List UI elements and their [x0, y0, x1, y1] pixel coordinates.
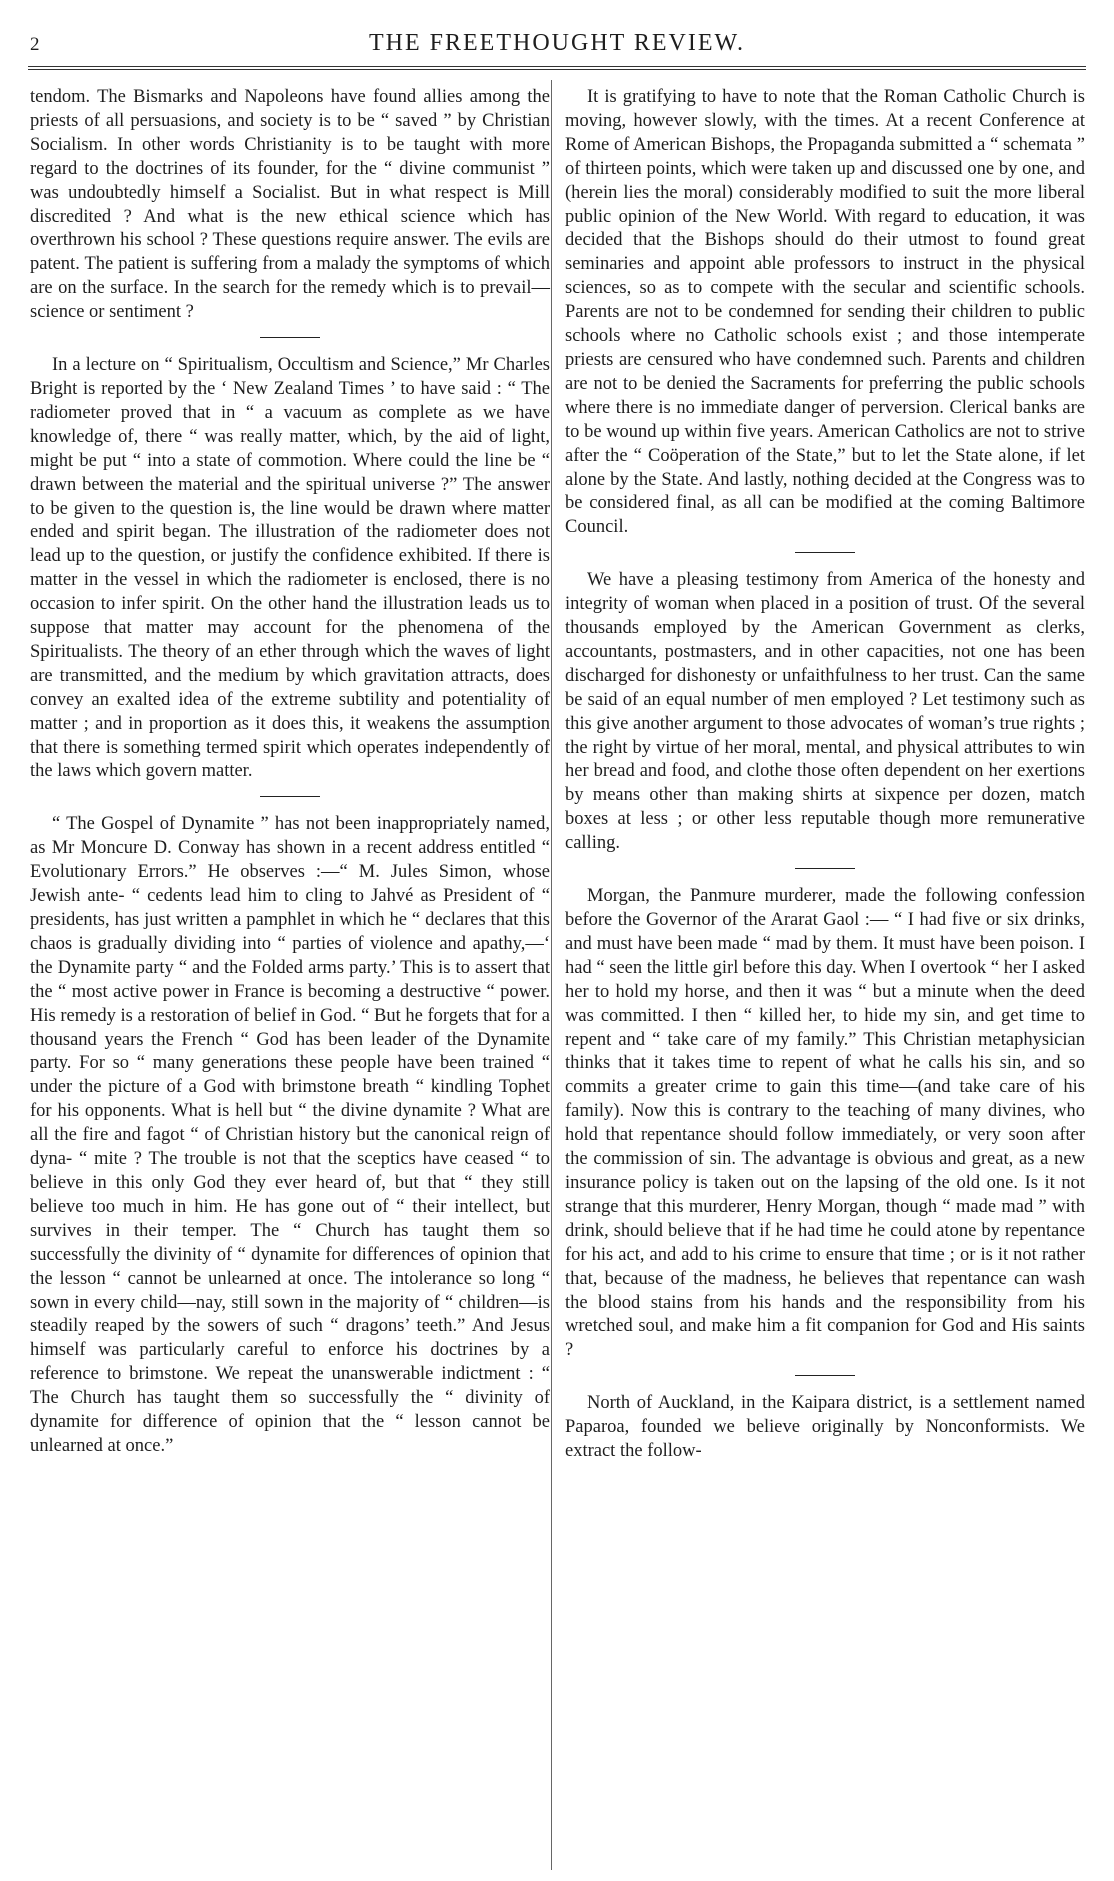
left-column: [30, 86, 550, 1459]
section-separator: [260, 337, 320, 338]
header-rule-top: [28, 66, 1086, 67]
section-separator: [795, 868, 855, 869]
paragraph-woman-testimony: We have a pleasing testimony from America of the honesty and integrity of woman when placed in a position of trust. Of the several thousands employed by the American Government as clerks, accountants, postmasters, and in other capacities, not one has been discharged for dishonesty or unfaithfulness to her trust. Can the same be said of an equal number of men employed ? Let testimony such as this give another argument to those advocates of woman’s true rights ; the right by virtue of her moral, mental, and physical attributes to win her bread and food, and clothe those often dependent on her exertions by means other than making shirts at sixpence per dozen, match boxes at less ; or other less reputable though more remunerative calling.: [565, 570, 1085, 854]
running-title: THE FREETHOUGHT REVIEW.: [369, 30, 745, 56]
paragraph-morgan-murderer: Morgan, the Panmure murderer, made the following confession before the Governor of the Ararat Gaol :— “ I had five or six drinks, and must have been made “ mad by them. It must have been poison. I had “ seen the little girl before this day. When I overtook “ her I asked her to hold my horse, and then it was “ but a minute when the deed was committed. I then “ killed her, to hide my sin, and get time to repent and “ take care of my family.” This Christian metaphysician thinks that it takes time to repent of what he calls his sin, and so commits a greater crime to gain this time—(and take care of his family). Now this is contrary to the teaching of many divines, who hold that repentance should follow immediately, or very soon after the commission of sin. The advantage is obvious and great, as a new insurance policy is taken out on the lapsing of the old one. Is it not strange that this murderer, Henry Morgan, though “ made mad ” with drink, should believe that if he had time he could atone by repentance for his act, and add to his crime to ensure that time ; or is it not rather that, because of the madness, he believes that repentance can wash the blood stains from his hands and the responsibility from his wretched soul, and make him a fit companion for God and His saints ?: [565, 886, 1085, 1361]
column-divider: [551, 80, 552, 1870]
right-column: [565, 86, 1085, 1464]
section-separator: [795, 552, 855, 553]
section-separator: [260, 796, 320, 797]
page-header: [0, 28, 1114, 64]
section-separator: [795, 1375, 855, 1376]
page-number: 2: [30, 34, 40, 55]
paragraph-socialism: tendom. The Bismarks and Napoleons have found allies among the priests of all persuasions, and society is to be “ saved ” by Christian Socialism. In other words Christianity is to be taught with more regard to the doctrines of its founder, for the “ divine communist ” was undoubtedly himself a Socialist. But in what respect is Mill discredited ? And what is the new ethical science which has overthrown his school ? These questions require answer. The evils are patent. The patient is suffering from a malady the symptoms of which are on the surface. In the search for the remedy which is to prevail—science or sentiment ?: [30, 87, 550, 323]
header-rule-bottom: [28, 69, 1086, 70]
paragraph-spiritualism: In a lecture on “ Spiritualism, Occultism and Science,” Mr Charles Bright is reported by the ‘ New Zealand Times ’ to have said : “ The radiometer proved that in “ a vacuum as complete as we have knowledge of, there “ was really matter, which, by the aid of light, might be put “ into a state of commotion. Where could the line be “ drawn between the material and the spiritual universe ?” The answer to be given to the question is, the line would be drawn where matter ended and spirit began. The illustration of the radiometer does not lead up to the question, or justify the confidence exhibited. If there is matter in the vessel in which the radiometer is enclosed, there is no occasion to infer spirit. On the other hand the illustration leads us to suppose that matter may account for the phenomena of the Spiritualists. The theory of an ether through which the waves of light are transmitted, and the medium by which gravitation attracts, does convey an exalted idea of the extreme subtility and potentiality of matter ; and in proportion as it does this, it weakens the assumption that there is something termed spirit which operates independently of the laws which govern matter.: [30, 355, 550, 782]
paragraph-catholic-church: It is gratifying to have to note that the Roman Catholic Church is moving, however slowly, with the times. At a recent Conference at Rome of American Bishops, the Propaganda submitted a “ schemata ” of thirteen points, which were taken up and discussed one by one, and (herein lies the moral) considerably modified to suit the more liberal public opinion of the New World. With regard to education, it was decided that the Bishops should do their utmost to found great seminaries and appoint able professors to instruct in the physical sciences, so as to compete with the secular and scientific schools. Parents are not to be condemned for sending their children to public schools where no Catholic schools exist ; and those intemperate priests are censured who have condemned such. Parents and children are not to be denied the Sacraments for preferring the public schools where there is no immediate danger of perversion. Clerical banks are to be wound up within five years. American Catholics are not to strive after the “ Coöperation of the State,” but to let the State alone, if let alone by the State. And lastly, nothing decided at the Congress was to be considered final, as all can be modified at the coming Baltimore Council.: [565, 87, 1085, 538]
paragraph-auckland: North of Auckland, in the Kaipara district, is a settlement named Paparoa, founded we believe originally by Nonconformists. We extract the follow-: [565, 1393, 1085, 1462]
paragraph-dynamite: “ The Gospel of Dynamite ” has not been inappropriately named, as Mr Moncure D. Conway has shown in a recent address entitled “ Evolutionary Errors.” He observes :—“ M. Jules Simon, whose Jewish ante- “ cedents lead him to cling to Jahvé as President of “ presidents, has just written a pamphlet in which he “ declares that this chaos is gradually dividing into “ parties of violence and apathy,—‘ the Dynamite party “ and the Folded arms party.’ This is to assert that the “ most active power in France is becoming a destructive “ power. His remedy is a restoration of belief in God. “ But he forgets that for a thousand years the French “ God has been leader of the Dynamite party. For so “ many generations these people have been trained “ under the picture of a God with brimstone breath “ kindling Tophet for his opponents. What is hell but “ the divine dynamite ? What are all the fire and fagot “ of Christian history but the canonical reign of dyna- “ mite ? The trouble is not that the sceptics have ceased “ to believe in this only God they ever heard of, but that “ they still believe too much in him. He has gone out of “ their intellect, but survives in their temper. The “ Church has taught them so successfully the divinity of “ dynamite for differences of opinion that the lesson “ cannot be unlearned at once. The intolerance so long “ sown in every child—nay, still sown in the majority of “ children—is steadily reaped by the sowers of such “ dragons’ teeth.” And Jesus himself was particularly careful to enforce his doctrines by a reference to brimstone. We repeat the unanswerable indictment : “ The Church has taught them so successfully the “ divinity of dynamite for difference of opinion that the “ lesson cannot be unlearned at once.”: [30, 814, 550, 1456]
